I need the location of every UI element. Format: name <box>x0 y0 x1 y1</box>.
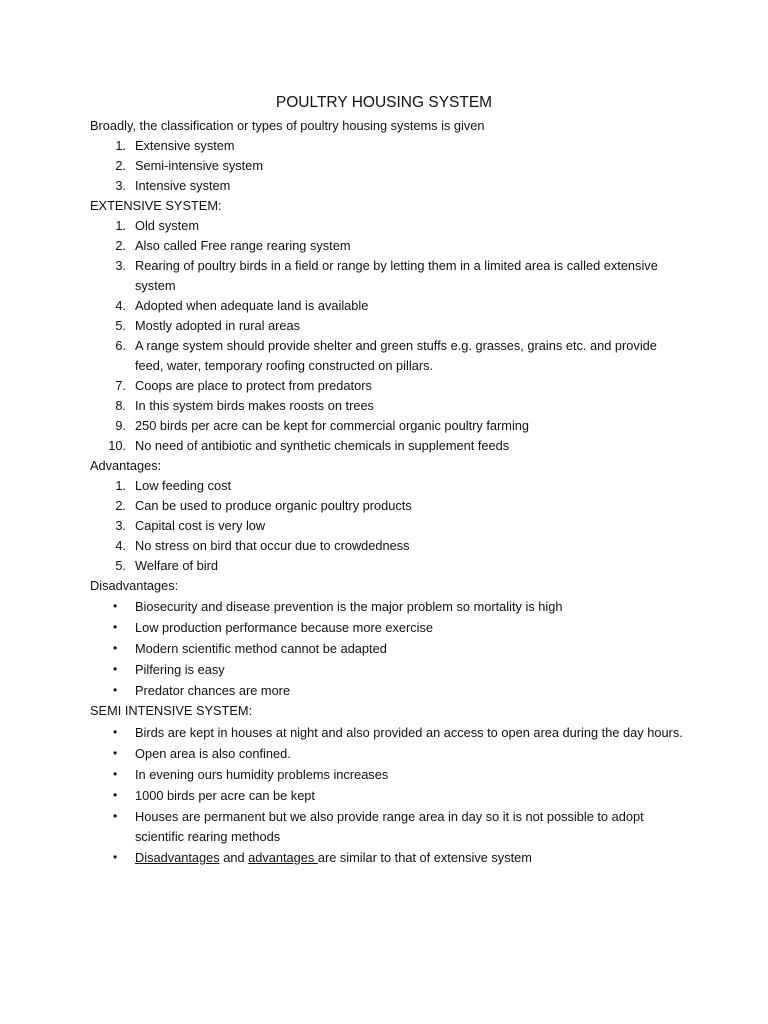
list-item: Rearing of poultry birds in a field or range by letting them in a limited area is called extensive system <box>135 258 658 293</box>
list-item: Adopted when adequate land is available <box>135 298 369 313</box>
list-item: A range system should provide shelter and green stuffs e.g. grasses, grains etc. and provide feed, water, temporary roofing constructed on pillars. <box>135 338 657 373</box>
list-number: 2. <box>115 158 126 173</box>
text-span: are similar to that of extensive system <box>317 850 532 865</box>
list-item: Mostly adopted in rural areas <box>135 318 301 333</box>
list-item <box>135 848 695 868</box>
list-item: Low feeding cost <box>135 478 232 493</box>
bullet: • <box>113 641 118 655</box>
list-item: Houses are permanent but we also provide range area in day so it is not possible to adopt scientific rearing methods <box>135 809 644 844</box>
bullet: • <box>113 809 118 823</box>
section-heading-advantages: Advantages: <box>90 458 162 473</box>
list-number: 6. <box>115 338 126 353</box>
list-number: 1. <box>115 138 126 153</box>
bullet: • <box>113 620 118 634</box>
bullet: • <box>113 662 118 676</box>
list-item: Capital cost is very low <box>135 518 266 533</box>
text-span: and <box>219 850 249 865</box>
list-number: 2. <box>115 238 126 253</box>
list-item: Extensive system <box>135 138 235 153</box>
list-item: Welfare of bird <box>135 558 218 573</box>
page-title: POULTRY HOUSING SYSTEM <box>275 94 493 111</box>
bullet: • <box>113 725 118 739</box>
list-item: Open area is also confined. <box>135 746 291 761</box>
bullet: • <box>113 788 118 802</box>
section-heading-disadvantages: Disadvantages: <box>90 578 179 593</box>
underlined-text: Disadvantages <box>135 850 220 865</box>
list-item: Pilfering is easy <box>135 662 225 677</box>
list-item: Birds are kept in houses at night and also provided an access to open area during the day hours. <box>135 725 683 740</box>
list-number: 4. <box>115 298 126 313</box>
list-number: 1. <box>115 218 126 233</box>
list-number: 8. <box>115 398 126 413</box>
list-item: In this system birds makes roosts on trees <box>135 398 374 413</box>
list-number: 7. <box>115 378 126 393</box>
list-number: 4. <box>115 538 126 553</box>
bullet: • <box>113 850 118 864</box>
list-item: 1000 birds per acre can be kept <box>135 788 315 803</box>
list-item: No stress on bird that occur due to crowdedness <box>135 538 410 553</box>
list-number: 3. <box>115 518 126 533</box>
bullet: • <box>113 599 118 613</box>
list-item: 250 birds per acre can be kept for commercial organic poultry farming <box>135 418 530 433</box>
bullet: • <box>113 683 118 697</box>
list-item: In evening ours humidity problems increases <box>135 767 389 782</box>
list-number: 2. <box>115 498 126 513</box>
list-number: 1. <box>115 478 126 493</box>
list-number: 3. <box>115 258 126 273</box>
list-item: Predator chances are more <box>135 683 291 698</box>
list-item: Semi-intensive system <box>135 158 264 173</box>
list-item: Old system <box>135 218 199 233</box>
list-item: Low production performance because more exercise <box>135 620 434 635</box>
list-number: 9. <box>115 418 126 433</box>
list-item: Also called Free range rearing system <box>135 238 351 253</box>
intro-text: Broadly, the classification or types of poultry housing systems is given <box>90 118 485 133</box>
list-item: Can be used to produce organic poultry products <box>135 498 412 513</box>
list-item: Intensive system <box>135 178 231 193</box>
list-item: Modern scientific method cannot be adapted <box>135 641 387 656</box>
bullet: • <box>113 767 118 781</box>
list-number: 10. <box>108 438 126 453</box>
list-number: 3. <box>115 178 126 193</box>
list-number: 5. <box>115 558 126 573</box>
bullet: • <box>113 746 118 760</box>
list-item: Biosecurity and disease prevention is the major problem so mortality is high <box>135 599 563 614</box>
list-item: No need of antibiotic and synthetic chemicals in supplement feeds <box>135 438 510 453</box>
underlined-text: advantages <box>248 850 318 865</box>
list-number: 5. <box>115 318 126 333</box>
section-heading-semi-intensive: SEMI INTENSIVE SYSTEM: <box>90 703 253 718</box>
list-item: Coops are place to protect from predators <box>135 378 372 393</box>
section-heading-extensive: EXTENSIVE SYSTEM: <box>90 198 222 213</box>
